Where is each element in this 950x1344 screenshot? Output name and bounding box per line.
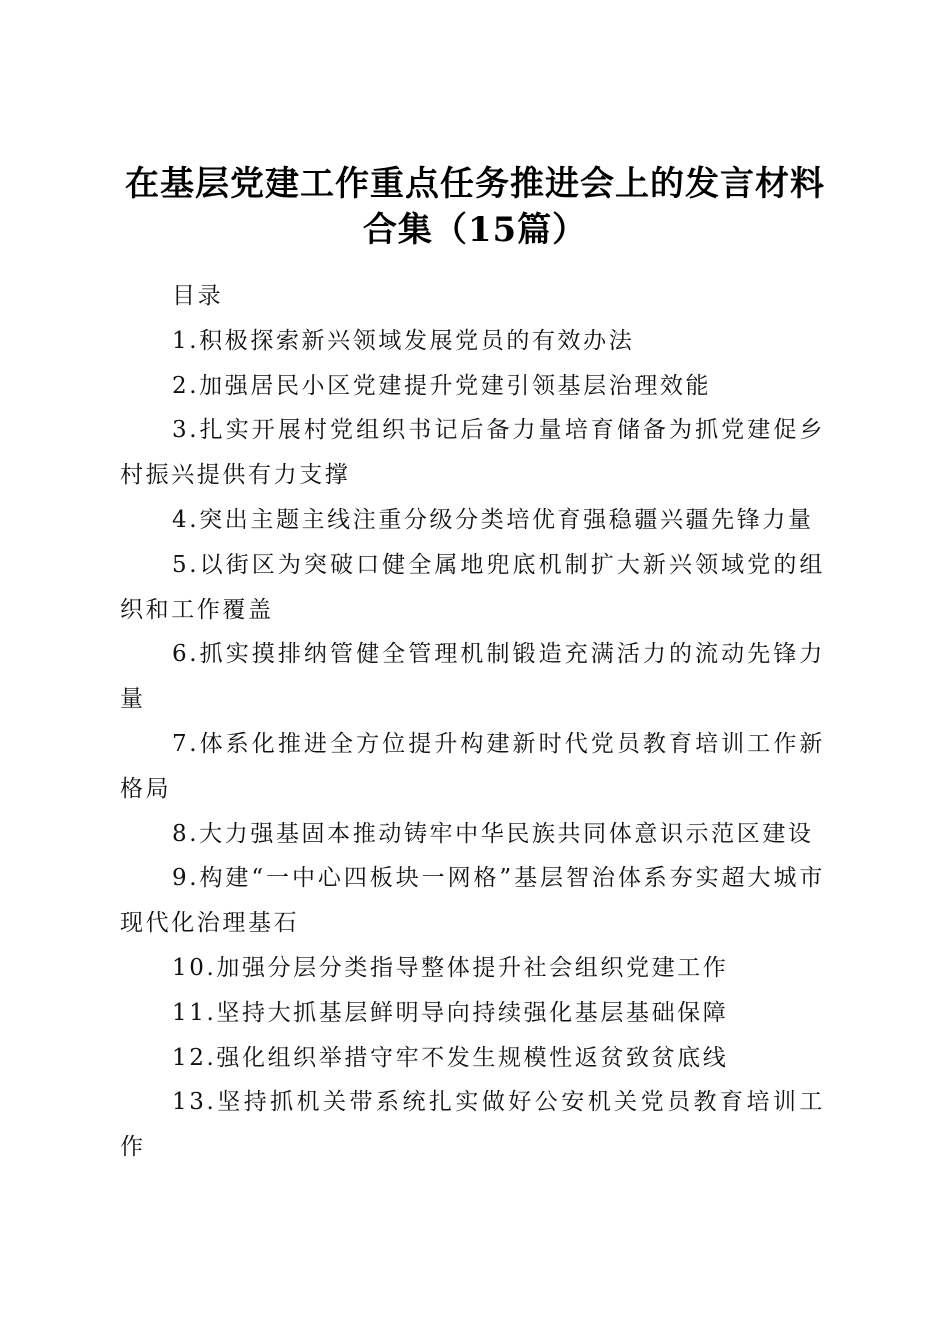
table-of-contents xyxy=(120,274,825,1170)
toc-item: 5.以街区为突破口健全属地兜底机制扩大新兴领域党的组织和工作覆盖 xyxy=(120,551,825,623)
title-line-2: 合集（15篇） xyxy=(362,209,588,250)
toc-item: 1.积极探索新兴领域发展党员的有效办法 xyxy=(172,327,635,354)
toc-item: 13.坚持抓机关带系统扎实做好公安机关党员教育培训工作 xyxy=(120,1089,825,1161)
toc-item: 10.加强分层分类指导整体提升社会组织党建工作 xyxy=(172,954,729,981)
toc-item: 9.构建“一中心四板块一网格”基层智治体系夯实超大城市现代化治理基石 xyxy=(120,865,825,937)
title-line-1: 在基层党建工作重点任务推进会上的发言材料 xyxy=(125,163,825,204)
toc-item: 7.体系化推进全方位提升构建新时代党员教育培训工作新格局 xyxy=(120,730,825,802)
toc-item: 12.强化组织举措守牢不发生规模性返贫致贫底线 xyxy=(172,1044,729,1071)
toc-heading: 目录 xyxy=(172,283,224,309)
toc-item: 6.抓实摸排纳管健全管理机制锻造充满活力的流动先锋力量 xyxy=(120,641,825,713)
toc-item: 11.坚持大抓基层鲜明导向持续强化基层基础保障 xyxy=(172,999,729,1026)
toc-item: 2.加强居民小区党建提升党建引领基层治理效能 xyxy=(172,372,712,399)
document-title xyxy=(100,161,850,253)
toc-item: 4.突出主题主线注重分级分类培优育强稳疆兴疆先锋力量 xyxy=(172,506,814,533)
toc-item: 3.扎实开展村党组织书记后备力量培育储备为抓党建促乡村振兴提供有力支撑 xyxy=(120,417,825,489)
toc-item: 8.大力强基固本推动铸牢中华民族共同体意识示范区建设 xyxy=(172,820,814,847)
